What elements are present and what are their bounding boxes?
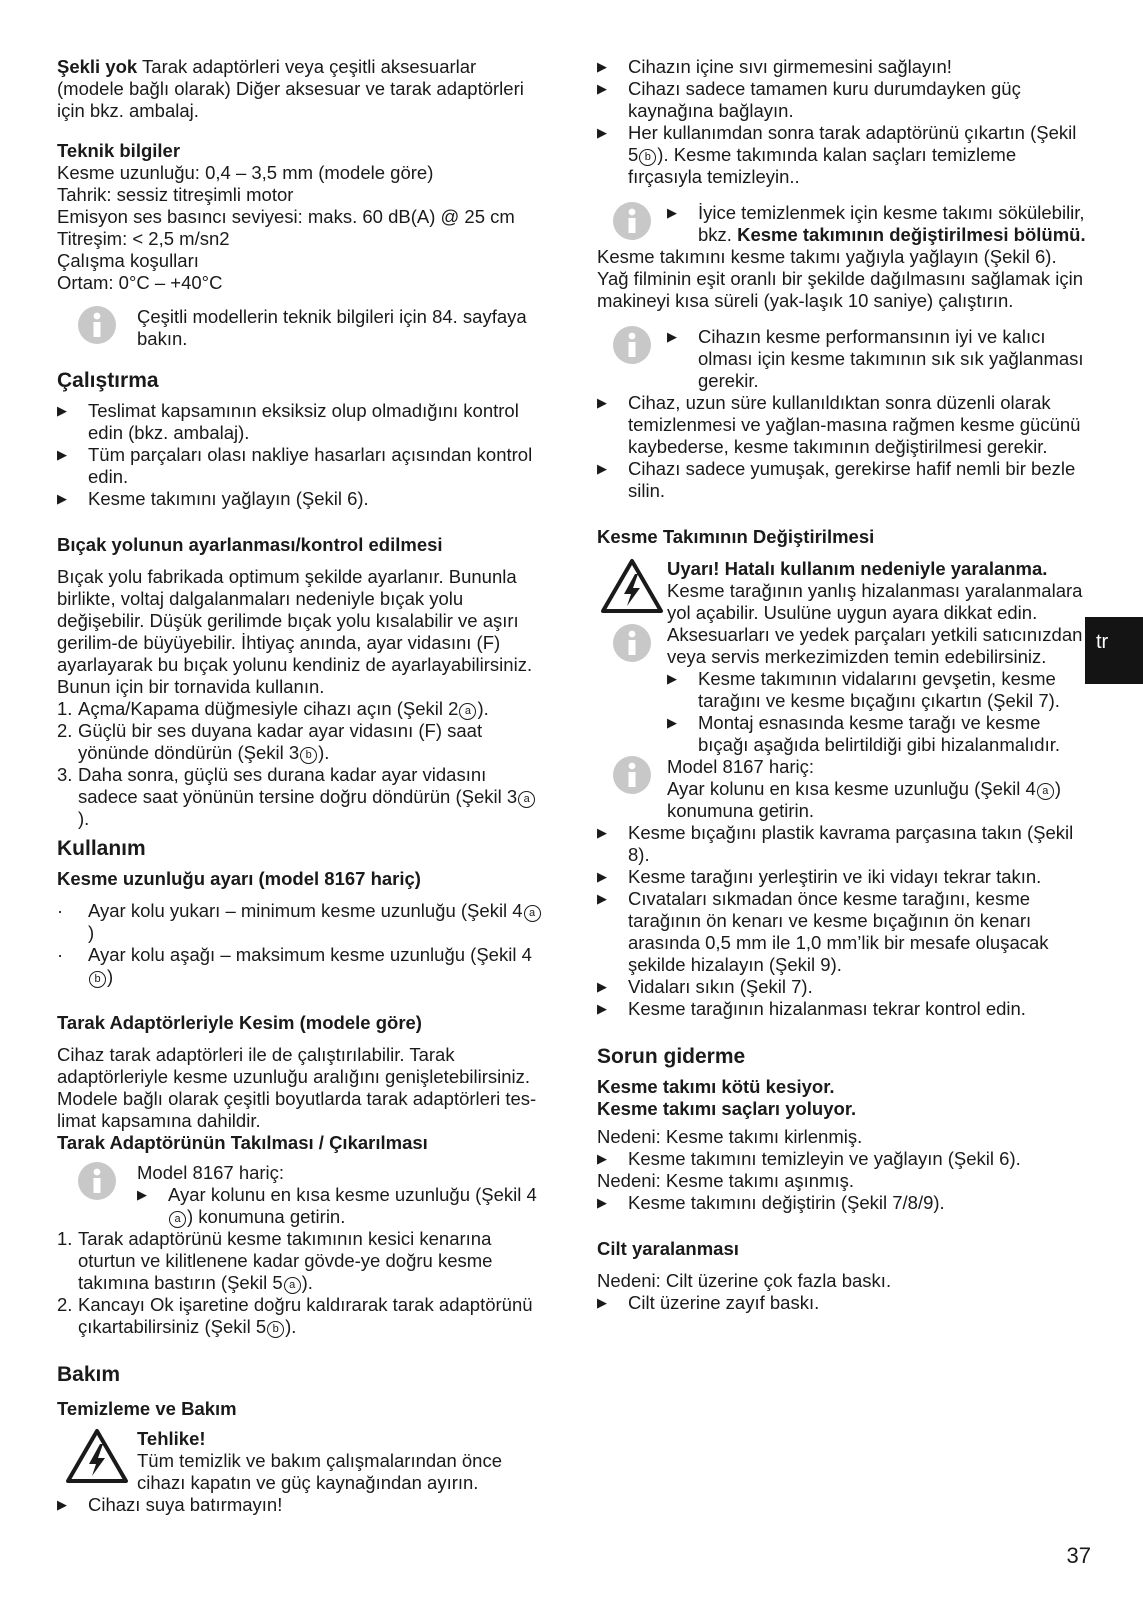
- list-item: ▶ Cihaz, uzun süre kullanıldıktan sonra düzenli olarak temizlenmesi ve yağlan-masına rağmen kesme gücünü kaybederse, kesme takımının değiştirilmesi gerekir.: [597, 392, 1081, 457]
- triangle-bullet-icon: ▶: [57, 447, 67, 462]
- triangle-bullet-icon: ▶: [597, 461, 607, 476]
- triangle-bullet-icon: ▶: [597, 979, 607, 994]
- triangle-bullet-icon: ▶: [597, 1195, 607, 1210]
- cause-text: Nedeni: Kesme takımı aşınmış.: [597, 1170, 855, 1191]
- figure-marker: a: [524, 905, 541, 922]
- page-number: 37: [1066, 1543, 1091, 1568]
- info-icon: [613, 202, 651, 240]
- trouble-sub: Kesme takımı saçları yoluyor.: [597, 1098, 857, 1119]
- electric-warning-icon: [65, 1428, 129, 1484]
- list-item: ▶ Kesme takımının vidalarını gevşetin, kesme tarağını ve kesme bıçağını çıkartın (Şekil 7).: [667, 668, 1060, 711]
- triangle-bullet-icon: ▶: [597, 81, 607, 96]
- tech-title: Teknik bilgiler: [57, 140, 181, 161]
- model-note-title: Model 8167 hariç:: [667, 756, 815, 777]
- list-item: ▶ Teslimat kapsamının eksiksiz olup olmadığını kontrol edin (bkz. ambalaj).: [57, 400, 519, 443]
- care-title: Bakım: [57, 1363, 121, 1386]
- cause-text: Nedeni: Kesme takımı kirlenmiş.: [597, 1126, 863, 1147]
- list-item: ▶ Cihazı sadece yumuşak, gerekirse hafif nemli bir bezle silin.: [597, 458, 1076, 501]
- figure-marker: b: [267, 1321, 284, 1338]
- list-item: · Ayar kolu aşağı – maksimum kesme uzunluğu (Şekil 4b ): [57, 944, 532, 987]
- list-item: ▶ Kesme takımını değiştirin (Şekil 7/8/9).: [597, 1192, 945, 1213]
- oil-text: Kesme takımını kesme takımı yağıyla yağlayın (Şekil 6). Yağ filminin eşit oranlı bir şekilde dağılmasını sağlamak için makineyi kısa süreli (yak-laşık 10 saniye) çalıştırın.: [597, 246, 1084, 311]
- triangle-bullet-icon: ▶: [57, 403, 67, 418]
- shape-note: [57, 56, 545, 122]
- figure-marker: a: [1037, 783, 1054, 800]
- info-icon: [78, 1162, 116, 1200]
- step-item: 2. Kancayı Ok işaretine doğru kaldırarak tarak adaptörünü çıkartabilirsiniz (Şekil 5 b ).: [57, 1294, 533, 1337]
- figure-marker: a: [518, 791, 535, 808]
- left-column: [57, 56, 545, 1516]
- tech-line: Titreşim: < 2,5 m/sn2: [57, 228, 230, 249]
- blade-title: Bıçak yolunun ayarlanması/kontrol edilmesi: [57, 534, 443, 555]
- operation-title: Çalıştırma: [57, 369, 159, 392]
- cause-text: Nedeni: Cilt üzerine çok fazla baskı.: [597, 1270, 892, 1291]
- trouble-title: Sorun giderme: [597, 1045, 746, 1068]
- parts-info-note: [597, 624, 1087, 756]
- tech-line: Emisyon ses basıncı seviyesi: maks. 60 dB(A) @ 25 cm: [57, 206, 515, 227]
- shape-note-text: Tarak adaptörleri veya çeşitli aksesuarlar (modele bağlı olarak) Diğer aksesuar ve tarak adaptörleri için bkz. ambalaj.: [57, 56, 524, 121]
- step-item: 1. Tarak adaptörünü kesme takımının kesici kenarına oturtun ve kilitlenene kadar gövde-ye doğru kesme takımına bastırın (Şekil 5 a ).: [57, 1228, 493, 1293]
- tech-line: Kesme uzunluğu: 0,4 – 3,5 mm (modele göre): [57, 162, 434, 183]
- right-column: [597, 56, 1087, 1314]
- warning-text: Kesme tarağının yanlış hizalanması yaralanmalara yol açabilir. Usulüne uygun ayara dikkat edin.: [667, 580, 1083, 623]
- model-note-text: Ayar kolunu en kısa kesme uzunluğu (Şekil 4 a ) konumuna getirin.: [667, 778, 1062, 821]
- list-item: · Ayar kolu yukarı – minimum kesme uzunluğu (Şekil 4 a): [57, 900, 545, 944]
- list-item: ▶ Cilt üzerine zayıf baskı.: [597, 1292, 820, 1313]
- attach-info-note: [57, 1162, 545, 1228]
- clean-title: Temizleme ve Bakım: [57, 1398, 237, 1419]
- list-item: ▶ Ayar kolunu en kısa kesme uzunluğu (Şekil 4a ) konumuna getirin.: [137, 1184, 537, 1227]
- figure-marker: b: [89, 971, 106, 988]
- danger-title: Tehlike!: [137, 1428, 206, 1449]
- model-info-note: [597, 756, 1087, 822]
- tech-line: Çalışma koşulları: [57, 250, 199, 271]
- list-item: ▶ Montaj esnasında kesme tarağı ve kesme bıçağı aşağıda belirtildiği gibi hizalanmalıdır.: [667, 712, 1060, 755]
- triangle-bullet-icon: ▶: [597, 1001, 607, 1016]
- triangle-bullet-icon: ▶: [597, 125, 607, 140]
- warning-title: Uyarı! Hatalı kullanım nedeniyle yaralanma.: [667, 558, 1048, 579]
- triangle-bullet-icon: ▶: [667, 329, 677, 344]
- oil-info-note: [597, 326, 1087, 392]
- figure-marker: a: [284, 1277, 301, 1294]
- danger-note: [57, 1428, 545, 1494]
- info-icon: [613, 624, 651, 662]
- usage-title: Kullanım: [57, 837, 146, 860]
- triangle-bullet-icon: ▶: [597, 1151, 607, 1166]
- comb-text: Cihaz tarak adaptörleri ile de çalıştırılabilir. Tarak adaptörleriyle kesme uzunluğu aralığını genişletebilirsiniz. Modele bağlı olarak çeşitli boyutlarda tarak adaptörleri tes-limat kapsamına dahildir.: [57, 1044, 537, 1131]
- triangle-bullet-icon: ▶: [597, 1295, 607, 1310]
- triangle-bullet-icon: ▶: [667, 671, 677, 686]
- list-item: ▶ Kesme takımını yağlayın (Şekil 6).: [57, 488, 369, 509]
- figure-marker: b: [639, 149, 656, 166]
- info-icon: [613, 756, 651, 794]
- triangle-bullet-icon: ▶: [57, 491, 67, 506]
- list-item: ▶ Vidaları sıkın (Şekil 7).: [597, 976, 813, 997]
- attach-note-model: Model 8167 hariç:: [137, 1162, 285, 1183]
- step-item: 2. Güçlü bir ses duyana kadar ayar vidasını (F) saat yönünde döndürün (Şekil 3 b ).: [57, 720, 483, 763]
- list-item: ▶ Cihazı sadece tamamen kuru durumdayken güç kaynağına bağlayın.: [597, 78, 1021, 121]
- info-icon: [78, 306, 116, 344]
- triangle-bullet-icon: ▶: [597, 891, 607, 906]
- electric-warning-icon: [600, 558, 664, 614]
- triangle-bullet-icon: ▶: [57, 1497, 67, 1512]
- list-item: ▶ Cihazı suya batırmayın!: [57, 1494, 283, 1515]
- list-item: ▶ Kesme takımını temizleyin ve yağlayın (Şekil 6).: [597, 1148, 1021, 1169]
- skin-title: Cilt yaralanması: [597, 1238, 739, 1259]
- list-item: ▶ Cihazın içine sıvı girmemesini sağlayın!: [597, 56, 952, 77]
- list-item: ▶ Cihazın kesme performansının iyi ve kalıcı olması için kesme takımının sık sık yağlanması gerekir.: [667, 326, 1084, 391]
- info-icon: [613, 326, 651, 364]
- step-item: 1. Açma/Kapama düğmesiyle cihazı açın (Şekil 2 a ).: [57, 698, 489, 719]
- trouble-sub: Kesme takımı kötü kesiyor.: [597, 1076, 835, 1097]
- list-item: ▶ Tüm parçaları olası nakliye hasarları açısından kontrol edin.: [57, 444, 533, 487]
- list-item: ▶ İyice temizlenmek için kesme takımı sökülebilir, bkz. Kesme takımının değiştirilmesi bölümü.: [667, 202, 1086, 245]
- language-tab: tr: [1085, 617, 1143, 684]
- length-title: Kesme uzunluğu ayarı (model 8167 hariç): [57, 868, 421, 889]
- tech-info-note: [57, 306, 545, 350]
- step-item: 3. Daha sonra, güçlü ses durana kadar ayar vidasını sadece saat yönünün tersine doğru döndürün (Şekil 3 a).: [57, 764, 545, 830]
- triangle-bullet-icon: ▶: [667, 715, 677, 730]
- list-item: ▶ Kesme tarağının hizalanması tekrar kontrol edin.: [597, 998, 1026, 1019]
- figure-marker: a: [169, 1211, 186, 1228]
- attach-title: Tarak Adaptörünün Takılması / Çıkarılması: [57, 1132, 428, 1153]
- blade-text: Bıçak yolu fabrikada optimum şekilde ayarlanır. Bununla birlikte, voltaj dalgalanmaları nedeniyle bıçak yolu değişebilir. Düşük gerilimde bıçak yolu kısalabilir ve aşırı gerilim-de büyüyebilir. İhtiyaç anında, ayar vidasını (F) ayarlayarak bu bıçak yolunu kendiniz de ayarlayabilirsiniz. Bunun için bir tornavida kullanın.: [57, 566, 533, 697]
- triangle-bullet-icon: ▶: [667, 205, 677, 220]
- triangle-bullet-icon: ▶: [597, 59, 607, 74]
- danger-text: Tüm temizlik ve bakım çalışmalarından önce cihazı kapatın ve güç kaynağından ayırın.: [137, 1450, 502, 1493]
- list-item: ▶ Kesme bıçağını plastik kavrama parçasına takın (Şekil 8).: [597, 822, 1074, 865]
- list-item: ▶ Her kullanımdan sonra tarak adaptörünü çıkartın (Şekil 5 b ). Kesme takımında kalan saçları temizleme fırçasıyla temizleyin..: [597, 122, 1077, 187]
- replace-title: Kesme Takımının Değiştirilmesi: [597, 526, 875, 547]
- tech-note-text: Çeşitli modellerin teknik bilgileri için 84. sayfaya bakın.: [137, 306, 527, 349]
- list-item: ▶ Cıvataları sıkmadan önce kesme tarağını, kesme tarağının ön kenarı ve kesme bıçağının ön kenarı arasında 0,5 mm ile 1,0 mm’lik bir mesafe oluşacak şekilde hizalayın (Şekil 9).: [597, 888, 1049, 975]
- warning-note: [597, 558, 1087, 624]
- tech-line: Tahrik: sessiz titreşimli motor: [57, 184, 294, 205]
- tech-line: Ortam: 0°C – +40°C: [57, 272, 223, 293]
- triangle-bullet-icon: ▶: [137, 1187, 147, 1202]
- list-item: ▶ Kesme tarağını yerleştirin ve iki vidayı tekrar takın.: [597, 866, 1042, 887]
- parts-text: Aksesuarları ve yedek parçaları yetkili satıcınızdan veya servis merkezimizden temin edebilirsiniz.: [667, 624, 1083, 667]
- figure-marker: b: [300, 747, 317, 764]
- triangle-bullet-icon: ▶: [597, 825, 607, 840]
- figure-marker: a: [459, 703, 476, 720]
- shape-note-label: Şekli yok: [57, 56, 138, 77]
- comb-title: Tarak Adaptörleriyle Kesim (modele göre): [57, 1012, 422, 1033]
- triangle-bullet-icon: ▶: [597, 395, 607, 410]
- triangle-bullet-icon: ▶: [597, 869, 607, 884]
- clean-info-note: [597, 202, 1087, 246]
